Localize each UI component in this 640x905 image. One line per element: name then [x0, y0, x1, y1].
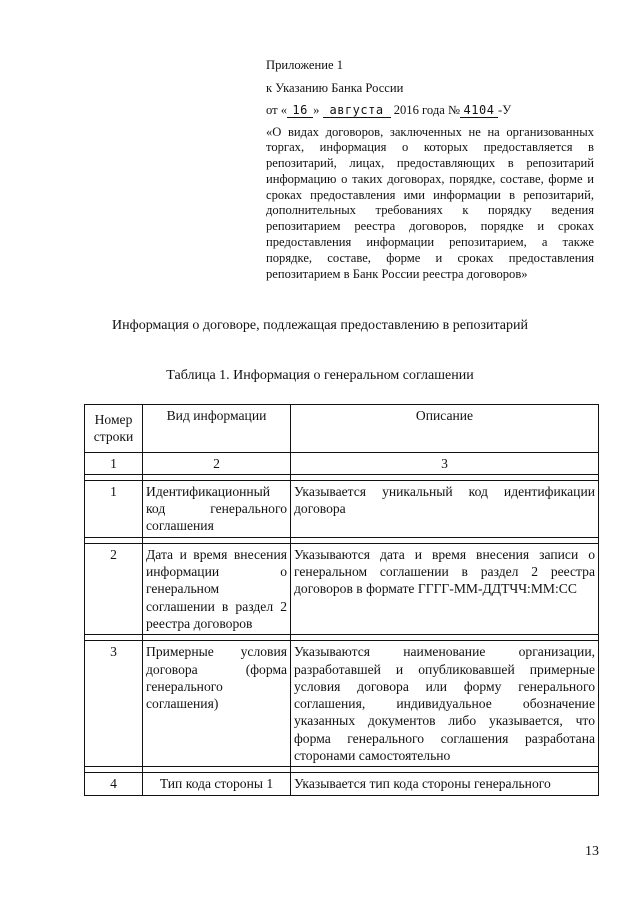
row-kind: Тип кода стороны 1	[143, 773, 291, 795]
header-kind: Вид информации	[143, 405, 291, 453]
column-numbering-row	[85, 452, 599, 474]
row-description: Указываются дата и время внесения записи о генеральном соглашении в раздел 2 реестра договоров в формате ГГГГ-ММ-ДДТЧЧ:ММ:СС	[291, 543, 599, 634]
row-number: 1	[85, 480, 143, 537]
row-number: 4	[85, 773, 143, 795]
date-day: 16	[287, 104, 313, 118]
row-description: Указываются наименование организации, разработавшей и опубликовавшей примерные условия договора или форму генерального соглашения, индивидуальное обозначение указанных документов либо указывается, что форма генерального соглашения разработана сторонами самостоятельно	[291, 641, 599, 767]
document-number: 4104	[460, 104, 498, 118]
date-month: августа	[323, 104, 391, 118]
row-number: 2	[85, 543, 143, 634]
table-caption: Таблица 1. Информация о генеральном соглашении	[166, 368, 474, 383]
page-number: 13	[585, 844, 599, 859]
appendix-reference: к Указанию Банка России	[266, 80, 404, 95]
appendix-quote: «О видах договоров, заключенных не на организованных торгах, информация о которых предоставляется в репозитарий, лицах, предоставляющих в репозитарий информацию о таких договорах, порядке, составе, форме и сроках предоставления ими информации в репозитарий, дополнительных требованиях к порядку ведения репозитарием реестра договоров, порядке и сроках предоставления информации репозитарием, а также порядке, составе, форме и сроках предоставления репозитарием в Банк России реестра договоров»	[266, 124, 594, 281]
table-row	[85, 641, 599, 767]
appendix-date-line	[266, 102, 594, 119]
table-header-row	[85, 405, 599, 453]
section-heading: Информация о договоре, подлежащая предоставлению в репозитарий	[112, 318, 528, 333]
column-number: 3	[291, 452, 599, 474]
appendix-title: Приложение 1	[266, 58, 344, 72]
row-kind: Дата и время внесения информации о генеральном соглашении в раздел 2 реестра договоров	[143, 543, 291, 634]
appendix-block	[266, 57, 594, 282]
column-number: 2	[143, 452, 291, 474]
row-kind: Идентификационный код генерального соглашения	[143, 480, 291, 537]
table-row	[85, 543, 599, 634]
number-suffix: -У	[498, 103, 512, 117]
table-row	[85, 480, 599, 537]
row-kind: Примерные условия договора (форма генерального соглашения)	[143, 641, 291, 767]
column-number: 1	[85, 452, 143, 474]
date-year: 2016 года №	[393, 103, 460, 117]
row-description: Указывается тип кода стороны генерального	[291, 773, 599, 795]
date-mid: »	[313, 103, 320, 117]
header-description: Описание	[291, 405, 599, 453]
info-table	[84, 404, 599, 796]
table-row	[85, 773, 599, 795]
row-description: Указывается уникальный код идентификации договора	[291, 480, 599, 537]
date-prefix: от «	[266, 103, 288, 117]
header-number: Номер строки	[85, 405, 143, 453]
row-number: 3	[85, 641, 143, 767]
